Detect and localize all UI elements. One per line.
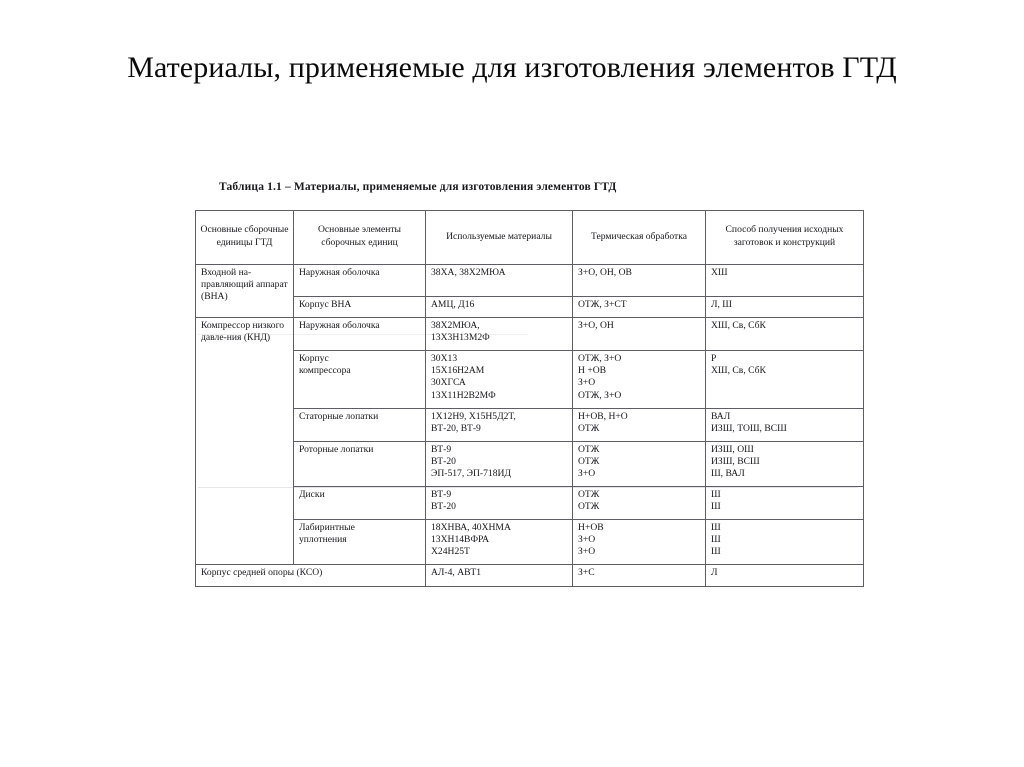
treatment-cell: Н+ОВ, Н+О ОТЖ xyxy=(573,409,706,442)
column-header-materials: Используемые материалы xyxy=(426,211,573,265)
materials-cell: 18ХНВА, 40ХНМА 13ХН14ВФРА Х24Н25Т xyxy=(426,520,573,565)
group-label-knd: Компрессор низкого давле-ния (КНД) xyxy=(196,318,294,565)
materials-cell: АЛ-4, АВТ1 xyxy=(426,565,573,587)
materials-cell: ВТ-9 ВТ-20 xyxy=(426,487,573,520)
treatment-cell: З+О, ОН, ОВ xyxy=(573,265,706,297)
column-header-elements: Основные элементы сборочных единиц xyxy=(294,211,426,265)
table-row xyxy=(196,351,864,409)
blank-method-cell: ИЗШ, ОШ ИЗШ, ВСШ Ш, ВАЛ xyxy=(706,442,864,487)
treatment-cell: ОТЖ, З+СТ xyxy=(573,297,706,318)
table-row xyxy=(196,487,864,520)
blank-method-cell: ХШ xyxy=(706,265,864,297)
materials-cell: 38Х2МЮА, 13Х3Н13М2Ф xyxy=(426,318,573,351)
element-name: Диски xyxy=(294,487,426,520)
column-header-blank-method: Способ получения исходных заготовок и конструкций xyxy=(706,211,864,265)
materials-cell: 30Х13 15Х16Н2АМ 30ХГСА 13Х11Н2В2МФ xyxy=(426,351,573,409)
blank-method-cell: Р ХШ, Св, СбК xyxy=(706,351,864,409)
treatment-cell: ОТЖ ОТЖ xyxy=(573,487,706,520)
treatment-cell: ОТЖ, З+О Н +ОВ З+О ОТЖ, З+О xyxy=(573,351,706,409)
table-row xyxy=(196,409,864,442)
blank-method-cell: Ш Ш xyxy=(706,487,864,520)
table-body xyxy=(196,265,864,587)
table-row xyxy=(196,318,864,351)
element-name: Наружная оболочка xyxy=(294,318,426,351)
element-name: Роторные лопатки xyxy=(294,442,426,487)
materials-cell: АМЦ, Д16 xyxy=(426,297,573,318)
materials-cell: 38ХА, 38Х2МЮА xyxy=(426,265,573,297)
materials-cell: 1Х12Н9, Х15Н5Д2Т, ВТ-20, ВТ-9 xyxy=(426,409,573,442)
table-container xyxy=(195,210,863,587)
treatment-cell: З+С xyxy=(573,565,706,587)
element-name: Статорные лопатки xyxy=(294,409,426,442)
element-name: Лабиринтные уплотнения xyxy=(294,520,426,565)
group-label-kso: Корпус средней опоры (КСО) xyxy=(196,565,426,587)
table-row xyxy=(196,442,864,487)
materials-table xyxy=(195,210,864,587)
table-header xyxy=(196,211,864,265)
table-row xyxy=(196,265,864,297)
table-caption: Таблица 1.1 – Материалы, применяемые для изготовления элементов ГТД xyxy=(219,181,617,193)
column-header-heat-treatment: Термическая обработка xyxy=(573,211,706,265)
materials-cell: ВТ-9 ВТ-20 ЭП-517, ЭП-718ИД xyxy=(426,442,573,487)
table-row xyxy=(196,520,864,565)
column-header-assembly-units: Основные сборочные единицы ГТД xyxy=(196,211,294,265)
blank-method-cell: ХШ, Св, СбК xyxy=(706,318,864,351)
treatment-cell: З+О, ОН xyxy=(573,318,706,351)
element-name: Корпус компрессора xyxy=(294,351,426,409)
blank-method-cell: Л, Ш xyxy=(706,297,864,318)
header-row xyxy=(196,211,864,265)
element-name: Корпус ВНА xyxy=(294,297,426,318)
element-name: Наружная оболочка xyxy=(294,265,426,297)
page-title: Материалы, применяемые для изготовления элементов ГТД xyxy=(127,51,897,84)
treatment-cell: Н+ОВ З+О З+О xyxy=(573,520,706,565)
blank-method-cell: ВАЛ ИЗШ, ТОШ, ВСШ xyxy=(706,409,864,442)
table-row xyxy=(196,297,864,318)
table-row xyxy=(196,565,864,587)
treatment-cell: ОТЖ ОТЖ З+О xyxy=(573,442,706,487)
blank-method-cell: Л xyxy=(706,565,864,587)
blank-method-cell: Ш Ш Ш xyxy=(706,520,864,565)
group-label-vna: Входной на-правляющий аппарат (ВНА) xyxy=(196,265,294,318)
